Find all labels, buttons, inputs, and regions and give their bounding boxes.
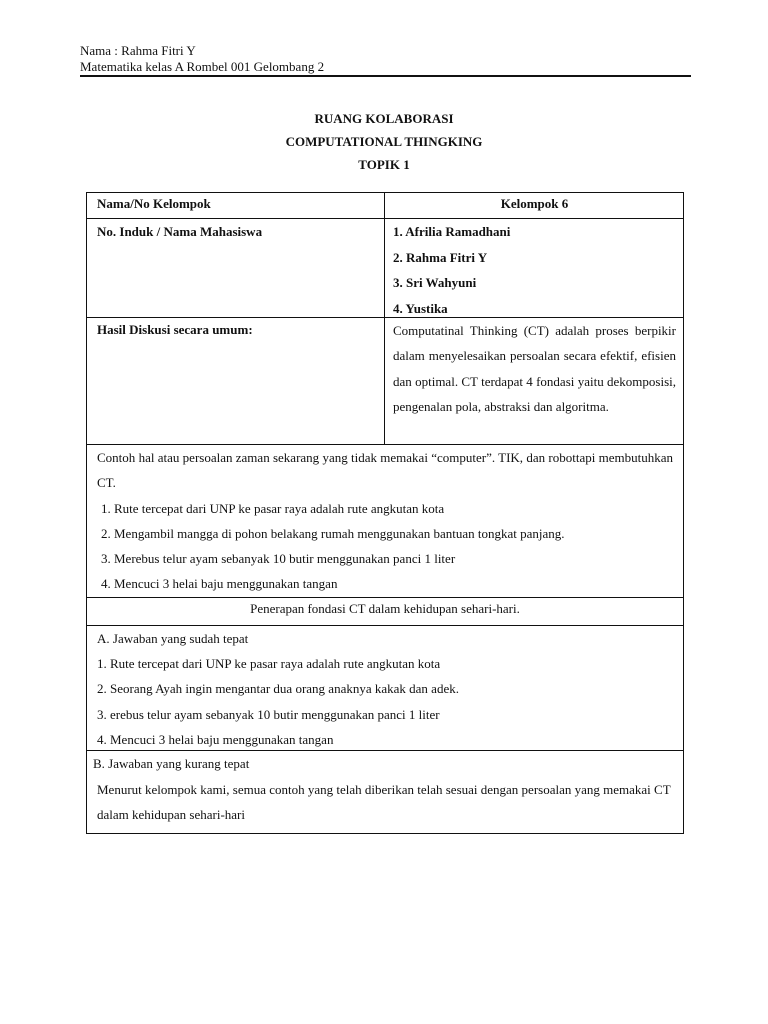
document-titles [0,107,768,176]
jawaban-tepat-item: 1. Rute tercepat dari UNP ke pasar raya adalah rute angkutan kota [97,656,441,672]
jawaban-tepat-item: 3. erebus telur ayam sebanyak 10 butir menggunakan panci 1 liter [97,706,440,722]
contoh-item: 2. Mengambil mangga di pohon belakang rumah menggunakan bantuan tongkat panjang. [101,525,565,541]
hasil-text: Computatinal Thinking (CT) adalah proses berpikir dalam menyelesaikan persoalan secara efektif, efisien dan optimal. CT terdapat 4 fondasi yaitu dekomposisi, pengenalan pola, abstraksi dan algoritma. [393,323,676,414]
jawaban-kurang-text: Menurut kelompok kami, semua contoh yang telah diberikan telah sesuai dengan persoalan yang memakai CT dalam kehidupan sehari-hari [97,781,671,822]
member-item: 2. Rahma Fitri Y [393,249,488,265]
jawaban-tepat-item: 2. Seorang Ayah ingin mengantar dua orang anaknya kakak dan adek. [97,681,459,697]
jawaban-tepat-item: 4. Mencuci 3 helai baju menggunakan tangan [97,731,334,747]
table-row-jawaban-kurang [87,750,683,833]
contoh-item: 1. Rute tercepat dari UNP ke pasar raya adalah rute angkutan kota [101,500,445,516]
member-item: 3. Sri Wahyuni [393,275,477,290]
member-item: 1. Afrilia Ramadhani [393,224,511,239]
table-row-jawaban-tepat [87,625,683,750]
contoh-section [87,445,683,597]
title-topik: TOPIK 1 [358,157,410,172]
members-label: No. Induk / Nama Mahasiswa [87,219,385,317]
contoh-intro: Contoh hal atau persoalan zaman sekarang yang tidak memakai “computer”. TIK, dan robottapi membutuhkan CT. [97,450,673,491]
members-list [385,219,682,317]
class-line: Matematika kelas A Rombel 001 Gelombang 2 [80,59,325,74]
collaboration-table [86,192,684,834]
author-name-line: Nama : Rahma Fitri Y [80,43,196,58]
table-row-members [87,218,683,317]
contoh-item: 4. Mencuci 3 helai baju menggunakan tangan [101,576,338,592]
jawaban-kurang-section [87,751,683,833]
table-row-hasil [87,317,683,444]
title-ruang-kolaborasi: RUANG KOLABORASI [314,111,454,126]
document-header [80,43,691,75]
table-row-group [87,193,683,218]
hasil-label: Hasil Diskusi secara umum: [87,318,385,444]
member-item: 4. Yustika [393,300,448,316]
table-row-contoh [87,444,683,597]
header-divider [80,75,691,77]
title-computational-thinking: COMPUTATIONAL THINGKING [285,134,483,149]
jawaban-tepat-title: A. Jawaban yang sudah tepat [97,631,249,646]
group-value: Kelompok 6 [500,196,569,211]
contoh-item: 3. Merebus telur ayam sebanyak 10 butir menggunakan panci 1 liter [101,551,456,567]
jawaban-kurang-title: B. Jawaban yang kurang tepat [93,756,250,771]
penerapan-title: Penerapan fondasi CT dalam kehidupan sehari-hari. [250,601,520,616]
table-row-penerapan [87,597,683,625]
jawaban-tepat-section [87,626,683,750]
group-label: Nama/No Kelompok [87,193,385,218]
